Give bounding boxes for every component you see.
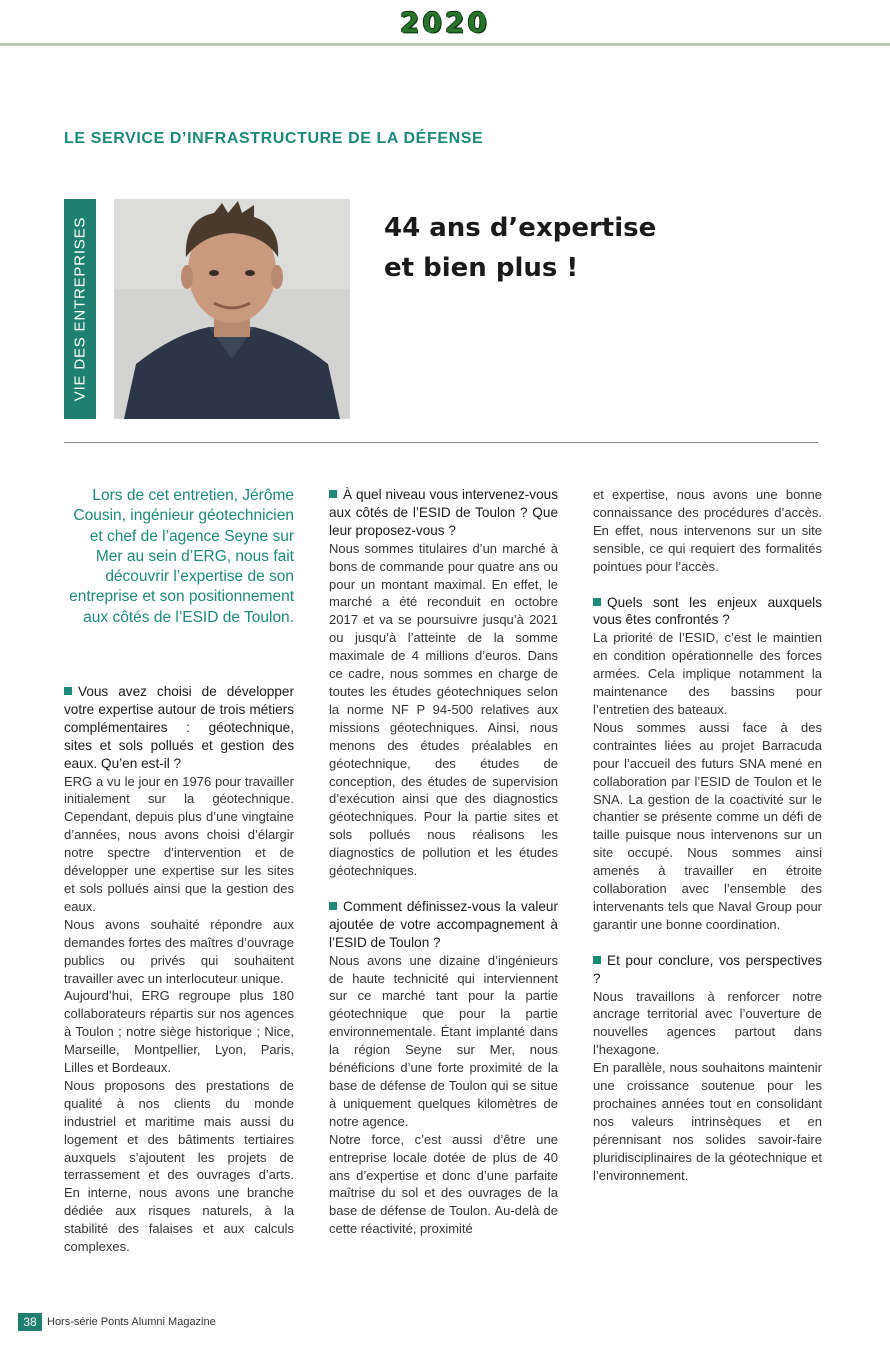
- portrait-photo: [114, 199, 350, 419]
- page-footer: [18, 1313, 216, 1331]
- paragraph: La priorité de l’ESID, c’est le maintien en condition opérationnelle des forces armées. Cela implique notamment la maintenance des bassins pour l’entretien des bateaux.: [593, 630, 822, 717]
- page-number: 38: [18, 1313, 42, 1331]
- header-divider: [0, 43, 890, 46]
- paragraph: Nous avons une dizaine d’ingénieurs de haute technicité qui interviennent sur ce marché tant pour la partie géotechnique que pour la partie environnementale. Étant implanté dans la région Seyne sur Mer, nous bénéficions d’une forte proximité de la base de défense de Toulon qui se situe à uniquement quelques kilomètres de notre agence.: [329, 952, 558, 1129]
- intro-paragraph: Lors de cet entretien, Jérôme Cousin, ingénieur géotechnicien et chef de l’agence Seyne sur Mer au sein d’ERG, nous fait découvrir l’expertise de son entreprise et son positionnement aux côtés de l’ESID de Toulon.: [69, 487, 294, 626]
- content-divider: [64, 442, 818, 443]
- question: À quel niveau vous intervenez-vous aux côtés de l’ESID de Toulon ? Que leur proposez-vous ?: [329, 487, 558, 538]
- article-column-3: [593, 486, 822, 1185]
- paragraph: Nous proposons des prestations de qualité à nos clients du monde industriel et maritime mais aussi du logement et des bâtiments tertiaires auxquels s’ajoutent les projets de terrassement et des ouvrages d’arts. En interne, nous avons une branche dédiée aux risques naturels, à la stabilité des falaises et aux calculs complexes.: [64, 1077, 294, 1255]
- article-column-2: [329, 486, 558, 1238]
- paragraph: Nous travaillons à renforcer notre ancrage territorial avec l’ouverture de nouvelles agences partout dans l’hexagone.: [593, 988, 822, 1058]
- paragraph: Nous avons souhaité répondre aux demandes fortes des maîtres d’ouvrage publics ou privés qui souhaitent travailler avec un interlocuteur unique.: [64, 916, 294, 986]
- article-column-1: [64, 683, 294, 1256]
- section-title: LE SERVICE D’INFRASTRUCTURE DE LA DÉFENSE: [64, 130, 484, 147]
- question: Vous avez choisi de développer votre expertise autour de trois métiers complémentaires : géotechnique, sites et sols pollués et gestion des eaux. Qu’en est-il ?: [64, 684, 294, 771]
- paragraph: Notre force, c’est aussi d’être une entreprise locale dotée de plus de 40 ans d’expertise et donc d’une parfaite maîtrise du sol et des ouvrages de la base de défense de Toulon. Au-delà de cette réactivité, proximité: [329, 1131, 558, 1237]
- paragraph: En parallèle, nous souhaitons maintenir une croissance soutenue pour les prochaines années tout en consolidant nos valeurs intrinsèques et en pérennisant nos solides savoir-faire pluridisciplinaires de la géotechnique et l’environnement.: [593, 1060, 822, 1183]
- magazine-name: Hors-série Ponts Alumni Magazine: [47, 1316, 216, 1328]
- paragraph: Nous sommes titulaires d’un marché à bons de commande pour quatre ans ou pour un montant maximal. En effet, le marché a été reconduit en octobre 2017 et va se poursuivre jusqu’à 2021 ou jusqu’à l’atteinte de la somme maximale de 4 millions d’euros. Dans ce cadre, nous sommes en charge de toutes les études géotechniques selon la norme NF P 94-500 relatives aux missions géotechniques. Ainsi, nous menons des études préalables en géotechnique, des études de conception, des études de supervision d’exécution ainsi que des diagnostics géotechniques. Pour la partie sites et sols pollués nous réalisons les diagnostics de pollution et les études géotechniques.: [329, 540, 558, 879]
- paragraph: Aujourd’hui, ERG regroupe plus 180 collaborateurs répartis sur nos agences à Toulon ; notre siège historique ; Nice, Marseille, Montpellier, Lyon, Paris, Lilles et Bordeaux.: [64, 988, 294, 1076]
- question: Comment définissez-vous la valeur ajoutée de votre accompagnement à l’ESID de Toulon ?: [329, 898, 558, 950]
- paragraph: Nous sommes aussi face à des contraintes liées au projet Barracuda pour l’accueil des futurs SNA mené en collaboration par l’ESID de Toulon et le SNA. La gestion de la coactivité sur le chantier se présente comme un défi de taille puisque nous intervenons sur un site occupé. Nous sommes ainsi amenés à travailler en étroite collaboration avec l’ensemble des intervenants tels que Naval Group pour garantir une bonne coordination.: [593, 719, 822, 932]
- paragraph: ERG a vu le jour en 1976 pour travailler initialement sur la géotechnique. Cependant, depuis plus d’une vingtaine d’années, nous avons choisi d’élargir notre spectre d’intervention et de développer une expertise sur les sites et sols pollués ainsi que la gestion des eaux.: [64, 773, 294, 914]
- headline-line-2: et bien plus !: [384, 253, 579, 283]
- header-year: 2020: [400, 6, 490, 39]
- article-headline: [384, 208, 656, 288]
- paragraph: et expertise, nous avons une bonne connaissance des procédures d’accès. En effet, nous intervenons sur un site sensible, ce qui requiert des formalités pointues pour l’accès.: [593, 487, 822, 574]
- side-tab: [64, 199, 96, 419]
- question: Et pour conclure, vos perspectives ?: [593, 952, 822, 986]
- headline-line-1: 44 ans d’expertise: [384, 213, 657, 243]
- side-tab-label: VIE DES ENTREPRISES: [71, 216, 89, 402]
- question: Quels sont les enjeux auxquels vous êtes confrontés ?: [593, 594, 822, 628]
